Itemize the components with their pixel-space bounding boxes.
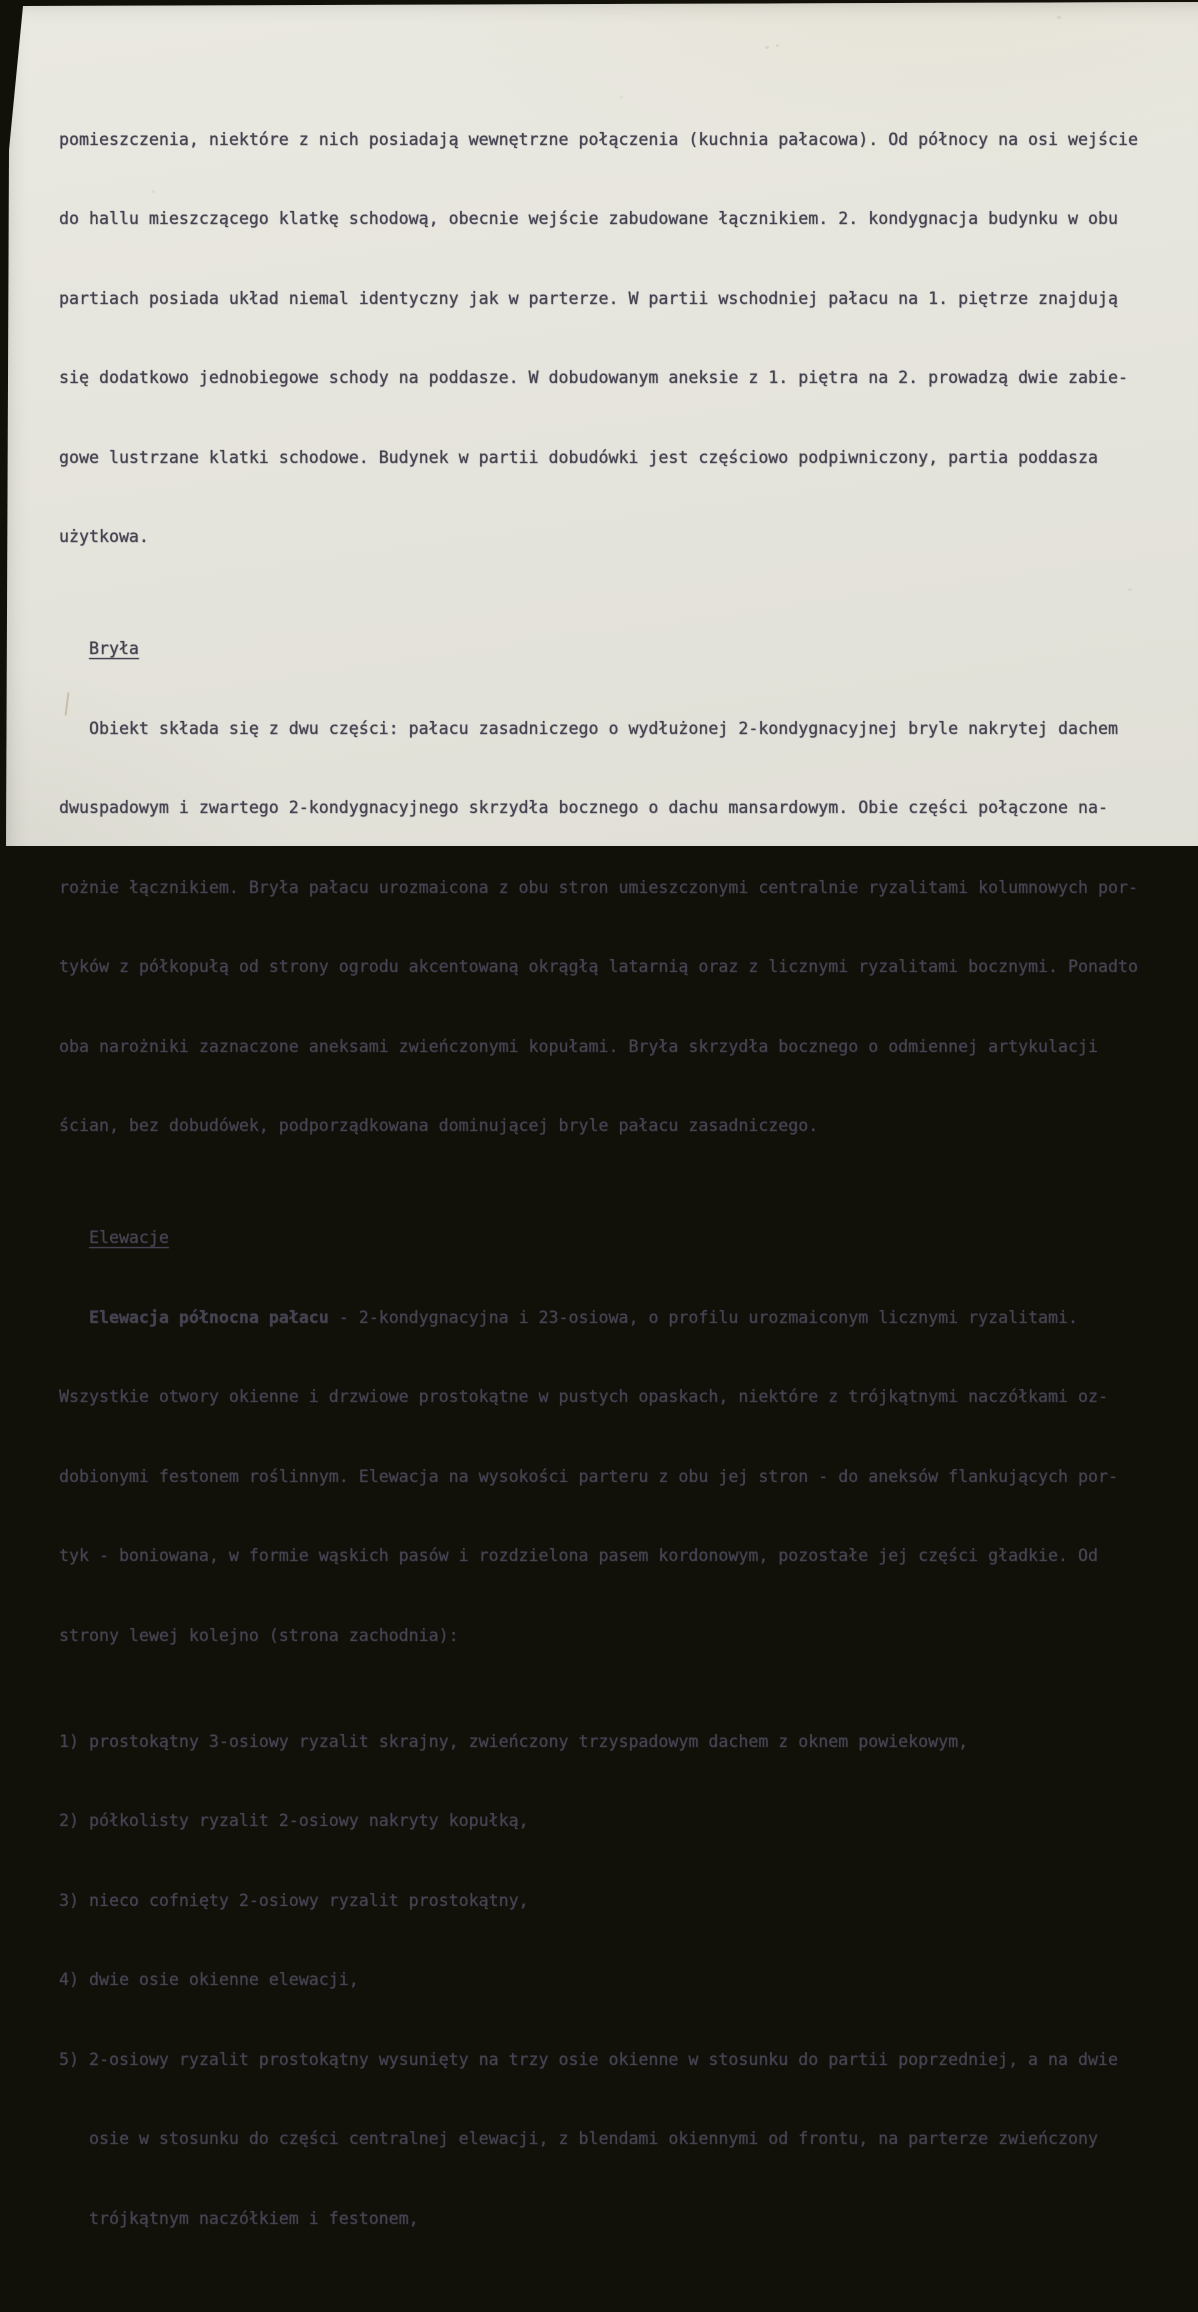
text-line: strony lewej kolejno (strona zachodnia): [59, 1625, 459, 1645]
text-line: się dodatkowo jednobiegowe schody na poddasze. W dobudowanym aneksie z 1. piętra na 2. prowadzą dwie zabie- [59, 368, 1128, 387]
list-item-continuation: osie w stosunku do części centralnej elewacji, z blendami okiennymi od frontu, na parterze zwieńczony [88, 2129, 1098, 2148]
list-item: 3) nieco cofnięty 2-osiowy ryzalit prostokątny, [59, 1890, 529, 1910]
text-line: Obiekt składa się z dwu części: pałacu zasadniczego o wydłużonej 2-kondygnacyjnej bryle nakrytej dachem [88, 718, 1118, 738]
text-line: rożnie łącznikiem. Bryła pałacu urozmaicona z obu stron umieszczonymi centralnie ryzalitami kolumnowych por- [59, 877, 1138, 897]
document-text [59, 47, 1151, 2312]
text-line [59, 1305, 1151, 1332]
text-line: ścian, bez dobudówek, podporządkowana dominującej bryle pałacu zasadniczego. [59, 1116, 819, 1135]
section-heading-bryla [59, 636, 1151, 663]
list-item: 5) 2-osiowy ryzalit prostokątny wysunięty na trzy osie okienne w stosunku do partii poprzedniej, a na dwie [59, 2049, 1118, 2069]
text-line: gowe lustrzane klatki schodowe. Budynek w partii dobudówki jest częściowo podpiwniczony, partia poddasza [59, 447, 1098, 467]
text-line: partiach posiada układ niemal identyczny jak w parterze. W partii wschodniej pałacu na 1. piętrze znajdują [59, 288, 1118, 308]
list-item-continuation: trójkątnym naczółkiem i festonem, [88, 2208, 419, 2228]
lead-rest-text: - 2-kondygnacyjna i 23-osiowa, o profilu urozmaiconym licznymi ryzalitami. [328, 1307, 1079, 1327]
text-line: dwuspadowym i zwartego 2-kondygnacyjnego skrzydła bocznego o dachu mansardowym. Obie części połączone na- [59, 798, 1108, 817]
text-line: oba narożniki zaznaczone aneksami zwieńczonymi kopułami. Bryła skrzydła bocznego o odmiennej artykulacji [59, 1036, 1098, 1056]
text-line: pomieszczenia, niektóre z nich posiadają wewnętrzne połączenia (kuchnia pałacowa). Od północy na osi wejście [59, 129, 1138, 149]
section-heading-elewacje [59, 1225, 1151, 1252]
heading-underlined-text: Elewacje [88, 1228, 169, 1247]
list-item: 4) dwie osie okienne elewacji, [59, 1970, 359, 1989]
list-item: 1) prostokątny 3-osiowy ryzalit skrajny, zwieńczony trzyspadowym dachem z oknem powiekowym, [59, 1731, 969, 1751]
text-line: tyków z półkopułą od strony ogrodu akcentowaną okrągłą latarnią oraz z licznymi ryzalitami bocznymi. Ponadto [59, 957, 1138, 976]
text-line: użytkowa. [59, 527, 149, 546]
bold-lead-text: Elewacja północna pałacu [88, 1307, 329, 1327]
text-line: Wszystkie otwory okienne i drzwiowe prostokątne w pustych opaskach, niektóre z trójkątnymi naczółkami oz- [59, 1387, 1108, 1406]
text-line: dobionymi festonem roślinnym. Elewacja na wysokości parteru z obu jej stron - do aneksów flankujących por- [59, 1466, 1118, 1486]
heading-underlined-text: Bryła [88, 639, 139, 658]
text-line: tyk - boniowana, w formie wąskich pasów i rozdzielona pasem kordonowym, pozostałe jej części gładkie. Od [59, 1546, 1098, 1565]
text-line: do hallu mieszczącego klatkę schodową, obecnie wejście zabudowane łącznikiem. 2. kondygnacja budynku w obu [59, 209, 1118, 228]
list-item: 2) półkolisty ryzalit 2-osiowy nakryty kopułką, [59, 1811, 529, 1830]
